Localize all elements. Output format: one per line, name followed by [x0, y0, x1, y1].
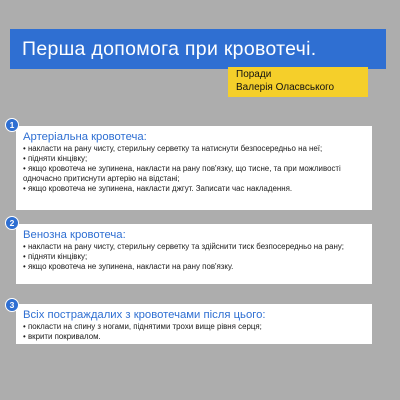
badge-line-1: Поради	[236, 69, 272, 80]
section-list	[23, 242, 366, 272]
badge-line-2: Валерія Оласвського	[236, 81, 335, 93]
list-item: • накласти на рану чисту, стерильну серветку та здійснити тиск безпосередньо на рану;	[23, 242, 344, 251]
author-badge	[228, 67, 368, 97]
list-item: • покласти на спину з ногами, піднятими трохи вище рівня серця;	[23, 322, 262, 331]
list-item: • вкрити покривалом.	[23, 332, 101, 341]
section-list	[23, 144, 366, 194]
list-item: • якщо кровотеча не зупинена, накласти на рану пов'язку, що тисне, та при можливості одночасно притиснути артерію на відстані;	[23, 164, 341, 183]
section-number-badge: 3	[5, 298, 19, 312]
section-card-all-victims	[16, 304, 372, 344]
list-item: • підняти кінцівку;	[23, 252, 88, 261]
page-title: Перша допомога при кровотечі.	[22, 37, 317, 60]
list-item: • якщо кровотеча не зупинена, накласти на рану пов'язку.	[23, 262, 234, 271]
title-banner	[10, 29, 386, 69]
section-heading: Артеріальна кровотеча:	[23, 131, 147, 143]
section-list	[23, 322, 366, 342]
section-card-arterial	[16, 126, 372, 210]
list-item: • накласти на рану чисту, стерильну серветку та натиснути безпосередньо на неї;	[23, 144, 323, 153]
section-number-badge: 2	[5, 216, 19, 230]
section-card-venous	[16, 224, 372, 284]
list-item: • підняти кінцівку;	[23, 154, 88, 163]
section-heading: Всіх постраждалих з кровотечами після цього:	[23, 309, 266, 321]
section-heading: Венозна кровотеча:	[23, 229, 126, 241]
list-item: • якщо кровотеча не зупинена, накласти джгут. Записати час накладення.	[23, 184, 293, 193]
section-number-badge: 1	[5, 118, 19, 132]
